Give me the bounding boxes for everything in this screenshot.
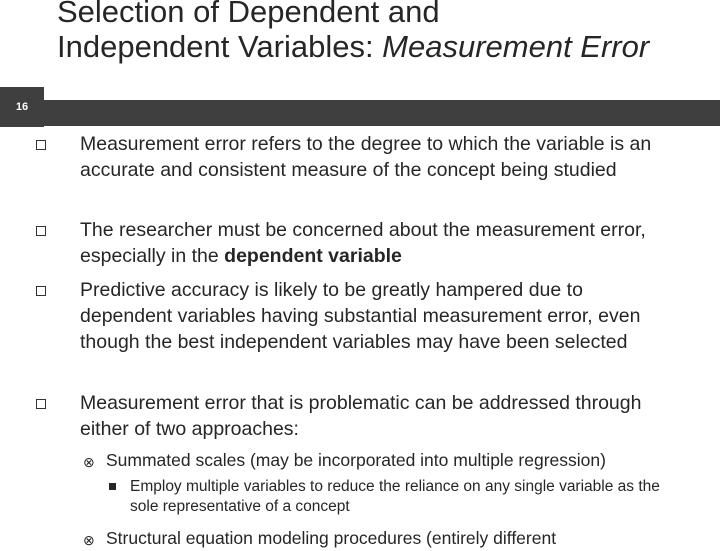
- bullet-text: The researcher must be concerned about the measurement error, especially in the: [80, 219, 646, 267]
- bullet-researcher-concern: [80, 217, 680, 269]
- title-bar: [44, 100, 720, 126]
- square-bullet-icon: [36, 399, 46, 409]
- circled-x-bullet-icon: ⊗: [83, 454, 95, 470]
- sub-bullet-text: Summated scales (may be incorporated into multiple regression): [106, 450, 606, 470]
- bullet-text: Predictive accuracy is likely to be greatly hampered due to dependent variables having substantial measurement error, even though the best independent variables may have been selected: [80, 279, 641, 353]
- slide-title: [57, 0, 707, 64]
- circled-x-bullet-icon: ⊗: [83, 532, 95, 548]
- bullet-two-approaches: [80, 390, 680, 442]
- square-bullet-icon: [36, 140, 46, 150]
- sub-bullet-sem: [83, 527, 706, 549]
- slide-number-box: [0, 87, 44, 127]
- square-bullet-icon: [36, 226, 46, 236]
- filled-square-bullet-icon: [109, 483, 116, 490]
- title-line-1: Selection of Dependent and: [57, 0, 440, 29]
- bullet-predictive-accuracy: [80, 277, 680, 355]
- slide-number: 16: [15, 101, 29, 113]
- bullet-bold: dependent variable: [224, 245, 402, 267]
- bullet-text: Measurement error refers to the degree to which the variable is an accurate and consistent measure of the concept being studied: [80, 133, 652, 181]
- bullet-measurement-error: [80, 131, 680, 183]
- sub-bullet-summated-scales: [83, 449, 706, 471]
- subsub-bullet-text: Employ multiple variables to reduce the reliance on any single variable as the sole representative of a concept: [130, 478, 660, 515]
- square-bullet-icon: [36, 286, 46, 296]
- title-italic: Measurement Error: [382, 29, 650, 64]
- title-line-2: Independent Variables:: [57, 29, 383, 64]
- bullet-text: Measurement error that is problematic can be addressed through either of two approaches:: [80, 392, 642, 440]
- sub-bullet-text: Structural equation modeling procedures (entirely different: [106, 528, 557, 548]
- subsub-bullet-multiple-variables: [130, 477, 690, 517]
